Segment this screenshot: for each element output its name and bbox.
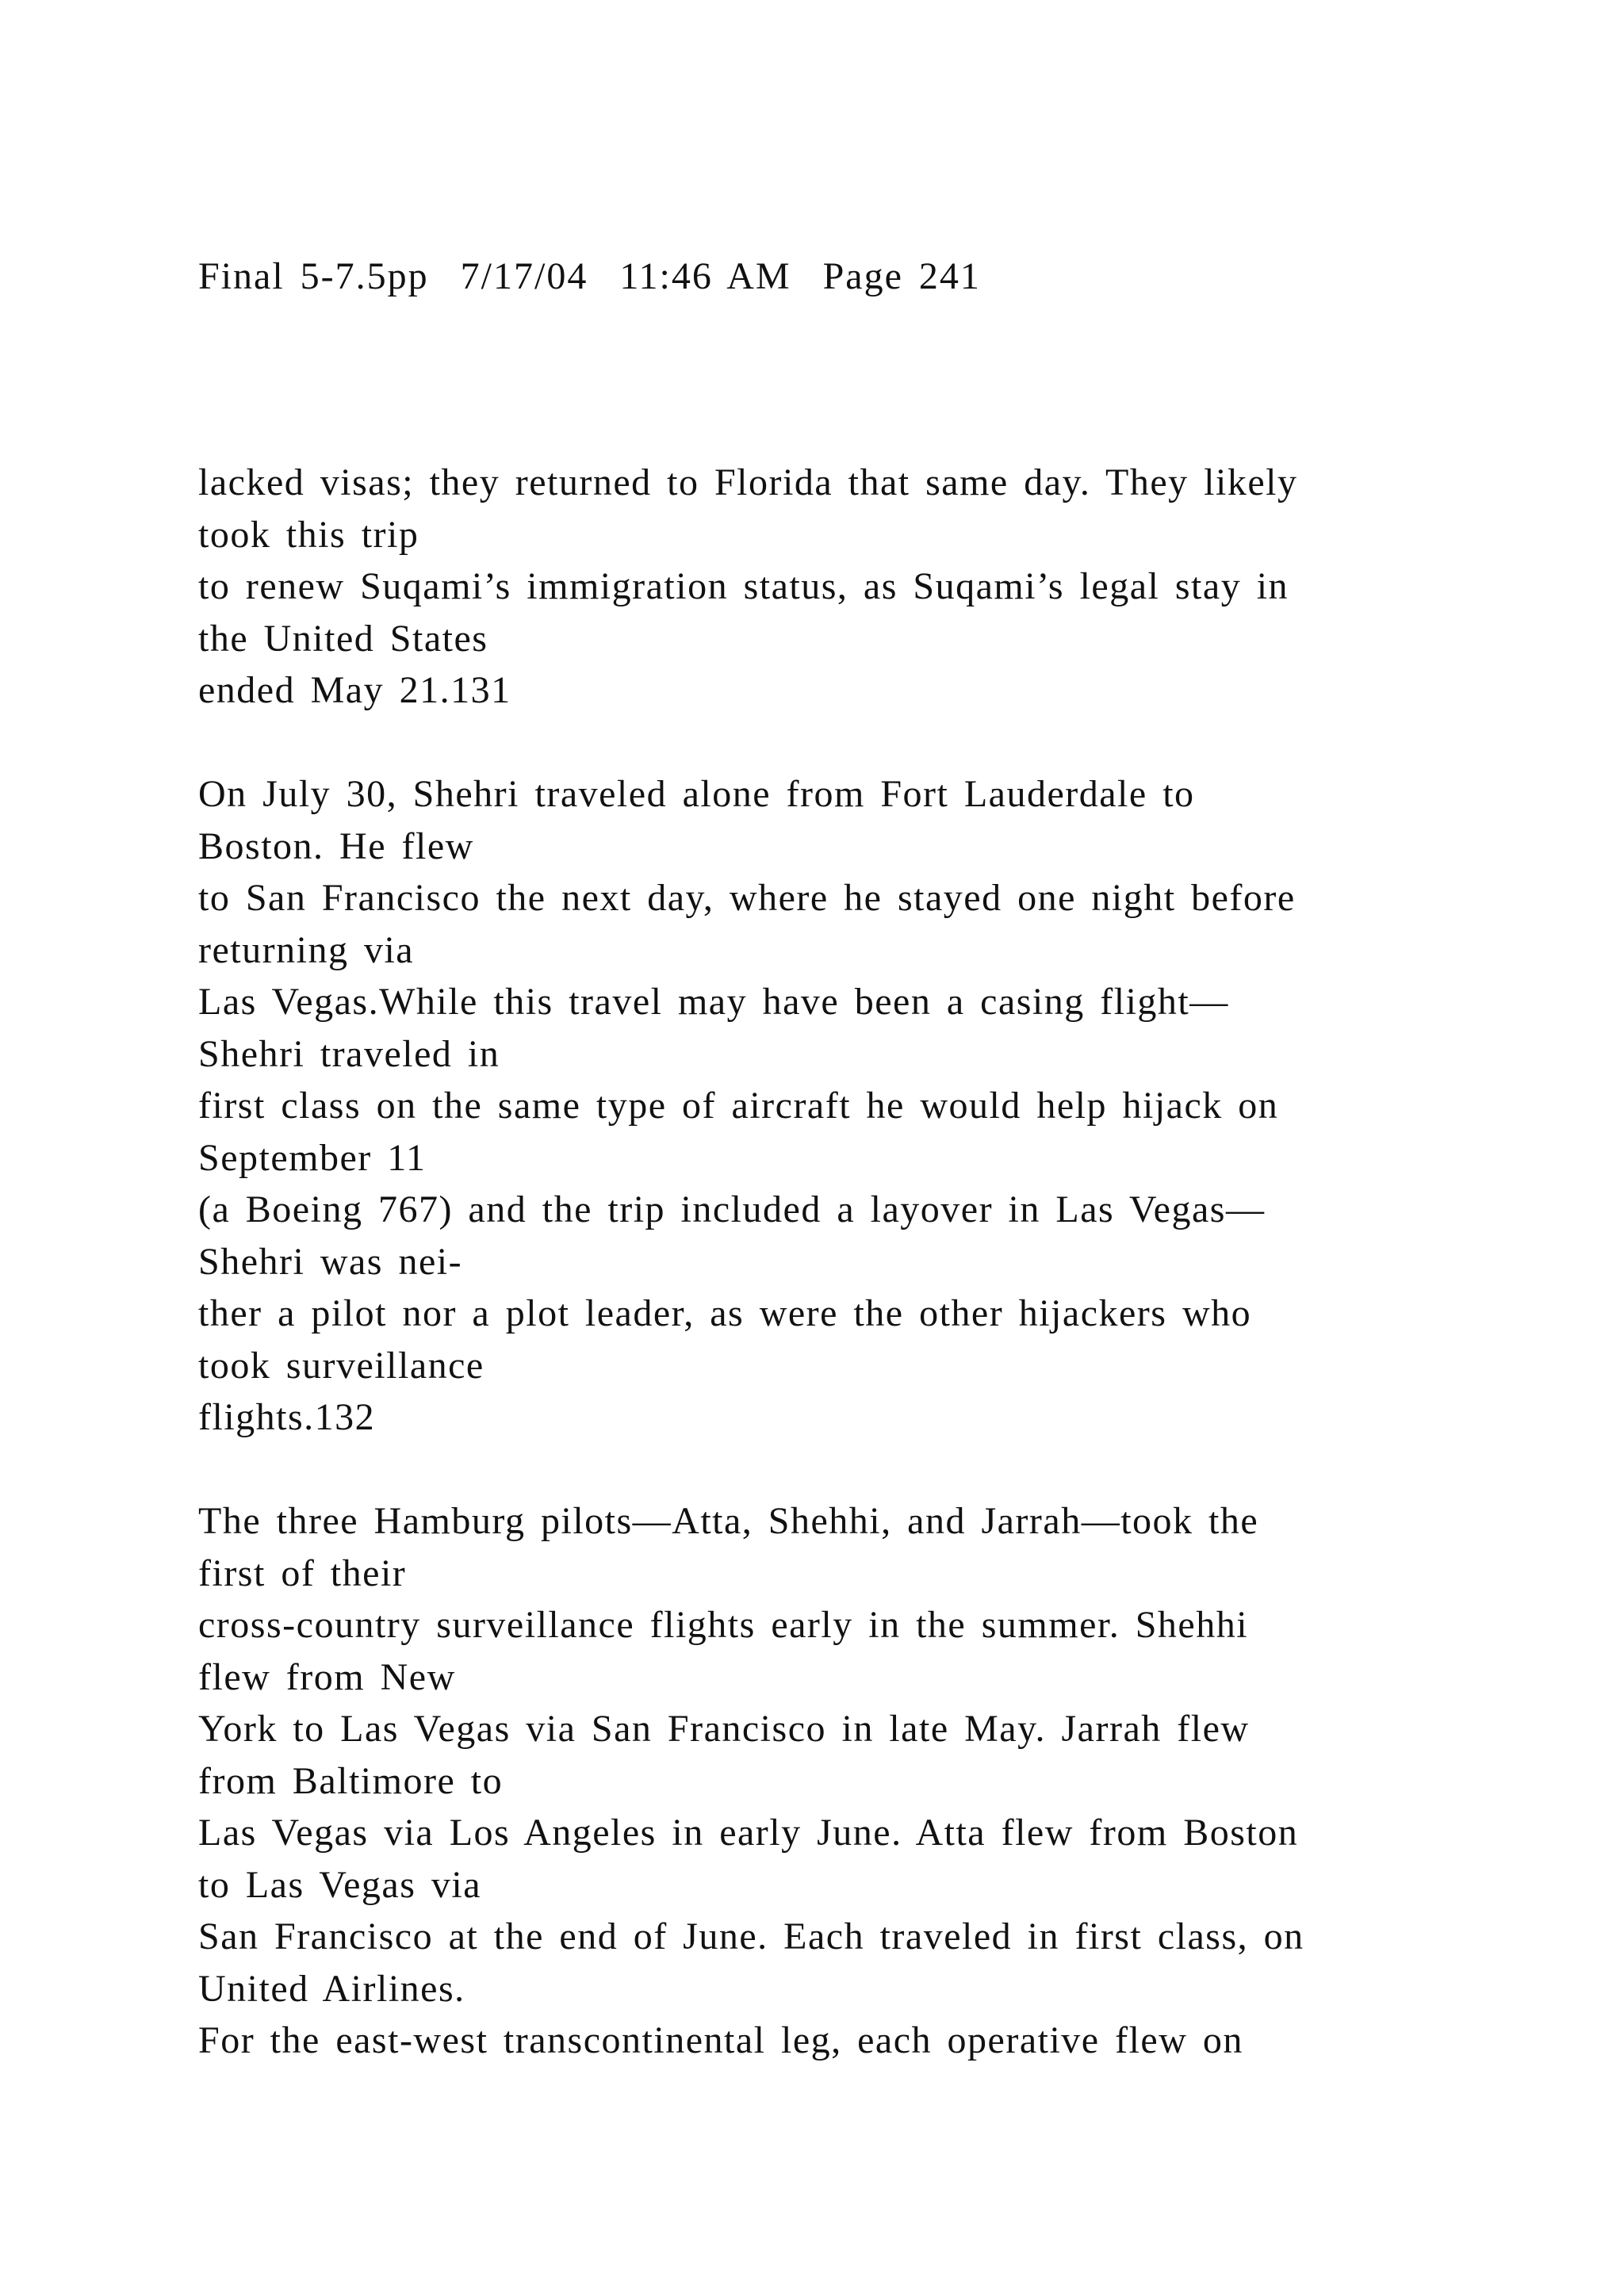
text-line: to renew Suqami’s immigration status, as Suqami’s legal stay in bbox=[198, 565, 1289, 607]
text-line: first of their bbox=[198, 1552, 407, 1594]
text-line: flights.132 bbox=[198, 1396, 376, 1438]
text-line: first class on the same type of aircraft he would help hijack on bbox=[198, 1085, 1279, 1127]
text-line: Shehri was nei- bbox=[198, 1240, 463, 1283]
text-line: to San Francisco the next day, where he stayed one night before bbox=[198, 877, 1296, 919]
text-line: Las Vegas.While this travel may have been a casing flight— bbox=[198, 981, 1229, 1023]
body-text bbox=[198, 457, 1467, 2067]
text-line: flew from New bbox=[198, 1655, 456, 1698]
text-line: returning via bbox=[198, 928, 415, 971]
text-line: lacked visas; they returned to Florida that same day. They likely bbox=[198, 461, 1298, 503]
text-line: Boston. He flew bbox=[198, 825, 474, 867]
text-line: On July 30, Shehri traveled alone from Fort Lauderdale to bbox=[198, 773, 1195, 815]
paragraph-3 bbox=[198, 1495, 1467, 2067]
text-line: September 11 bbox=[198, 1136, 427, 1179]
text-line: to Las Vegas via bbox=[198, 1863, 482, 1906]
text-line: took this trip bbox=[198, 513, 419, 556]
text-line: Las Vegas via Los Angeles in early June. Atta flew from Boston bbox=[198, 1812, 1299, 1854]
text-line: United Airlines. bbox=[198, 1967, 465, 2010]
paragraph-1 bbox=[198, 457, 1467, 717]
paragraph-gap bbox=[198, 717, 1467, 769]
text-line: from Baltimore to bbox=[198, 1759, 504, 1802]
text-line: The three Hamburg pilots—Atta, Shehhi, and Jarrah—took the bbox=[198, 1500, 1259, 1542]
text-line: ended May 21.131 bbox=[198, 669, 511, 711]
text-line: the United States bbox=[198, 617, 488, 660]
paragraph-2 bbox=[198, 768, 1467, 1444]
text-line: San Francisco at the end of June. Each traveled in first class, on bbox=[198, 1915, 1304, 1957]
text-line: ther a pilot nor a plot leader, as were the other hijackers who bbox=[198, 1292, 1252, 1334]
paragraph-gap bbox=[198, 1444, 1467, 1496]
text-line: (a Boeing 767) and the trip included a layover in Las Vegas— bbox=[198, 1188, 1266, 1230]
text-line: York to Las Vegas via San Francisco in late May. Jarrah flew bbox=[198, 1708, 1250, 1750]
text-line: For the east-west transcontinental leg, each operative flew on bbox=[198, 2019, 1243, 2061]
page-header: Final 5-7.5pp 7/17/04 11:46 AM Page 241 bbox=[198, 255, 981, 297]
text-line: cross-country surveillance flights early in the summer. Shehhi bbox=[198, 1604, 1249, 1646]
text-line: took surveillance bbox=[198, 1344, 485, 1387]
text-line: Shehri traveled in bbox=[198, 1032, 500, 1075]
